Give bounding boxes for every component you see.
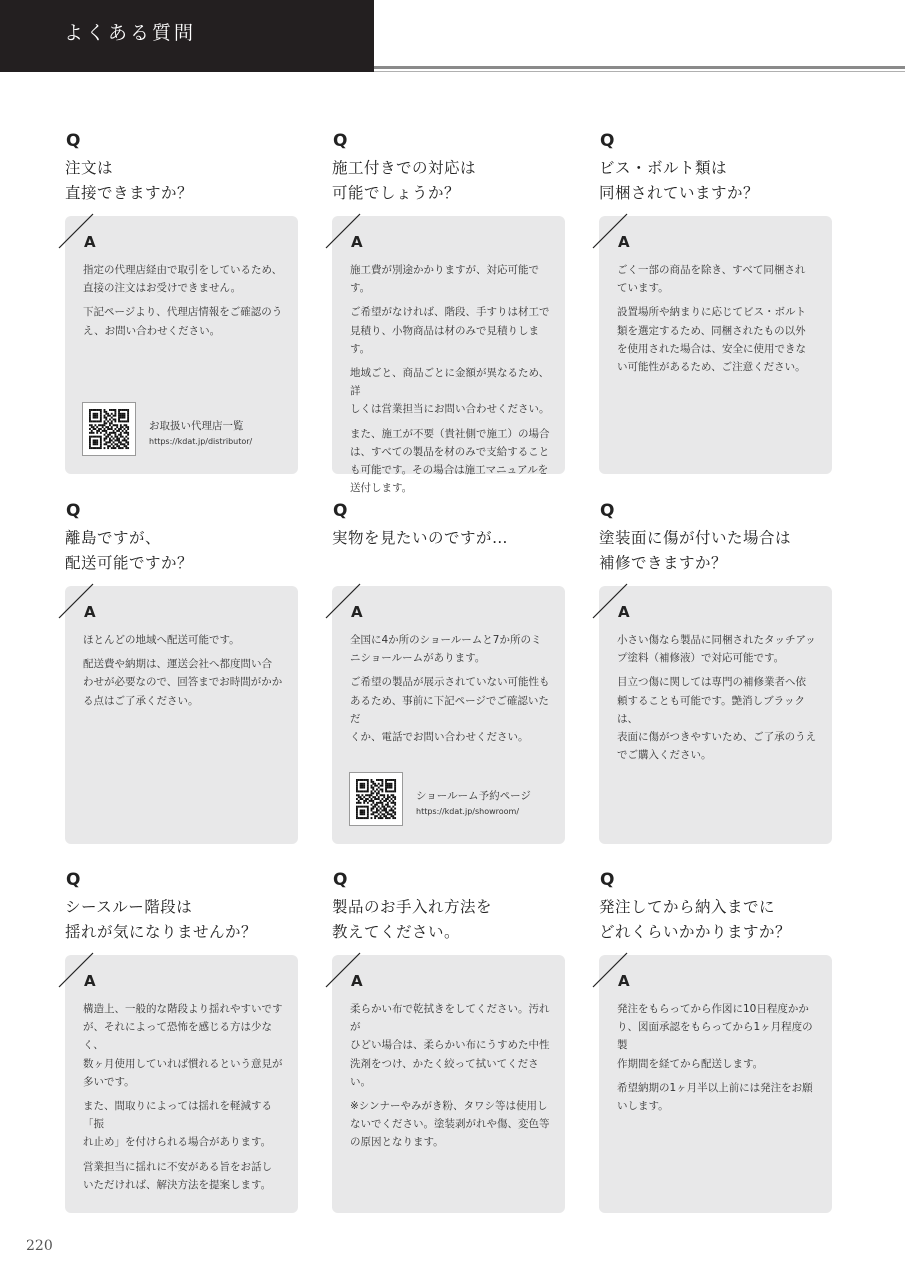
qr-link-url[interactable]: https://kdat.jp/showroom/: [416, 807, 520, 816]
answer-paragraph: 施工費が別途かかりますが、対応可能です。: [350, 264, 539, 295]
qr-code-icon: [356, 779, 396, 819]
faq-item: [65, 501, 298, 707]
answer-text: [617, 261, 819, 382]
answer-box: [599, 216, 832, 474]
faq-item: [65, 131, 298, 446]
faq-item: [332, 131, 565, 495]
answer-paragraph: また、施工が不要（貴社側で施工）の場合 は、すべての製品を材のみで支給すること も可能です。その場合は施工マニュアルを 送付します。: [350, 427, 550, 495]
answer-marker: A: [84, 603, 96, 621]
answer-paragraph: ※シンナーやみがき粉、タワシ等は使用し ないでください。塗装剥がれや傷、変色等 の原因となります。: [350, 1100, 550, 1149]
answer-paragraph: 目立つ傷に関しては専門の補修業者へ依 頼することも可能です。艶消しブラックは、 表面に傷がつきやすいため、ご了承のうえ でご購入ください。: [617, 676, 817, 762]
page-title: よくある質問: [64, 22, 197, 44]
qr-link-block: [82, 402, 282, 458]
answer-box: [65, 216, 298, 474]
question-marker: Q: [600, 501, 615, 521]
answer-marker: A: [351, 233, 363, 251]
answer-paragraph: 下記ページより、代理店情報をご確認のう え、お問い合わせください。: [83, 306, 283, 337]
qr-link-label: お取扱い代理店一覧: [149, 420, 244, 432]
question-marker: Q: [66, 131, 81, 151]
answer-paragraph: また、間取りによっては揺れを軽減する「振 れ止め」を付けられる場合があります。: [83, 1100, 272, 1149]
answer-paragraph: 柔らかい布で乾拭きをしてください。汚れが ひどい場合は、柔らかい布にうすめた中性 洗剤をつけ、かたく絞って拭いてください。: [350, 1003, 550, 1088]
answer-box: [332, 586, 565, 844]
faq-item: [332, 870, 565, 1149]
answer-paragraph: ご希望の製品が展示されていない可能性も あるため、事前に下記ページでご確認いただ くか、電話でお問い合わせください。: [350, 676, 550, 744]
answer-paragraph: 全国に4か所のショールームと7か所のミ ニショールームがあります。: [350, 634, 542, 665]
qr-code: [349, 772, 403, 826]
qr-code: [82, 402, 136, 456]
faq-item: [332, 501, 565, 816]
page-number: 220: [26, 1238, 53, 1254]
answer-text: [617, 1000, 819, 1121]
answer-marker: A: [618, 233, 630, 251]
question-marker: Q: [66, 870, 81, 890]
qr-code-icon: [89, 409, 129, 449]
question-text: 製品のお手入れ方法を 教えてください。: [332, 898, 493, 941]
answer-box: [599, 586, 832, 844]
faq-item: [65, 870, 298, 1191]
answer-text: [350, 1000, 552, 1158]
answer-marker: A: [618, 972, 630, 990]
answer-paragraph: 希望納期の1ヶ月半以上前には発注をお願 いします。: [617, 1081, 813, 1113]
question-text: 実物を見たいのですが…: [332, 529, 509, 547]
question-text: シースルー階段は 揺れが気になりませんか？: [65, 898, 258, 941]
answer-text: [617, 631, 819, 770]
question-text: 塗装面に傷が付いた場合は 補修できますか？: [599, 529, 792, 572]
answer-paragraph: 小さい傷なら製品に同梱されたタッチアッ プ塗料（補修液）で対応可能です。: [617, 634, 816, 665]
faq-item: [599, 870, 832, 1113]
answer-paragraph: ほとんどの地域へ配送可能です。: [83, 634, 240, 646]
question-text: ビス・ボルト類は 同梱されていますか？: [599, 159, 760, 202]
answer-text: [83, 1000, 285, 1200]
answer-box: [332, 955, 565, 1213]
question-marker: Q: [333, 131, 348, 151]
answer-marker: A: [351, 972, 363, 990]
question-text: 離島ですが、 配送可能ですか？: [65, 529, 194, 572]
qr-link-url[interactable]: https://kdat.jp/distributor/: [149, 437, 253, 446]
answer-marker: A: [84, 972, 96, 990]
answer-paragraph: 営業担当に揺れに不安がある旨をお話し いただければ、解決方法を提案します。: [83, 1160, 272, 1191]
answer-box: [65, 955, 298, 1213]
answer-paragraph: 構造上、一般的な階段より揺れやすいです が、それによって恐怖を感じる方は少なく、 数ヶ月使用していれば慣れるという意見が 多いです。: [83, 1003, 283, 1088]
question-text: 施工付きでの対応は 可能でしょうか？: [332, 159, 477, 202]
answer-paragraph: 地域ごと、商品ごとに金額が異なるため、詳 しくは営業担当にお問い合わせください。: [350, 367, 550, 416]
answer-paragraph: 配送費や納期は、運送会社へ都度問い合 わせが必要なので、回答までお時間がかか る点はご了承ください。: [83, 658, 283, 707]
answer-text: [83, 631, 285, 716]
answer-paragraph: 指定の代理店経由で取引をしているため、 直接の注文はお受けできません。: [83, 264, 283, 295]
question-marker: Q: [333, 501, 348, 521]
answer-text: [350, 261, 552, 503]
answer-marker: A: [351, 603, 363, 621]
answer-paragraph: 発注をもらってから作図に10日程度かか り、図面承認をもらってから1ヶ月程度の製 作期間を経てから配送します。: [617, 1003, 813, 1070]
answer-paragraph: ごく一部の商品を除き、すべて同梱され ています。: [617, 264, 806, 295]
qr-link-block: [349, 772, 549, 828]
question-marker: Q: [600, 870, 615, 890]
answer-text: [83, 261, 285, 346]
answer-marker: A: [618, 603, 630, 621]
answer-box: [599, 955, 832, 1213]
question-marker: Q: [66, 501, 81, 521]
answer-box: [65, 586, 298, 844]
answer-marker: A: [84, 233, 96, 251]
faq-item: [599, 131, 832, 374]
answer-text: [350, 631, 552, 752]
question-text: 発注してから納入までに どれくらいかかりますか？: [599, 898, 792, 941]
faq-item: [599, 501, 832, 762]
answer-box: [332, 216, 565, 495]
question-marker: Q: [333, 870, 348, 890]
question-text: 注文は 直接できますか？: [65, 159, 194, 202]
qr-link-label: ショールーム予約ページ: [416, 790, 531, 802]
answer-paragraph: 設置場所や納まりに応じてビス・ボルト 類を選定するため、同梱されたもの以外 を使用された場合は、安全に使用できな い可能性があるため、ご注意ください。: [617, 306, 806, 374]
answer-paragraph: ご希望がなければ、階段、手すりは材工で 見積り、小物商品は材のみで見積りします。: [350, 306, 550, 355]
question-marker: Q: [600, 131, 615, 151]
